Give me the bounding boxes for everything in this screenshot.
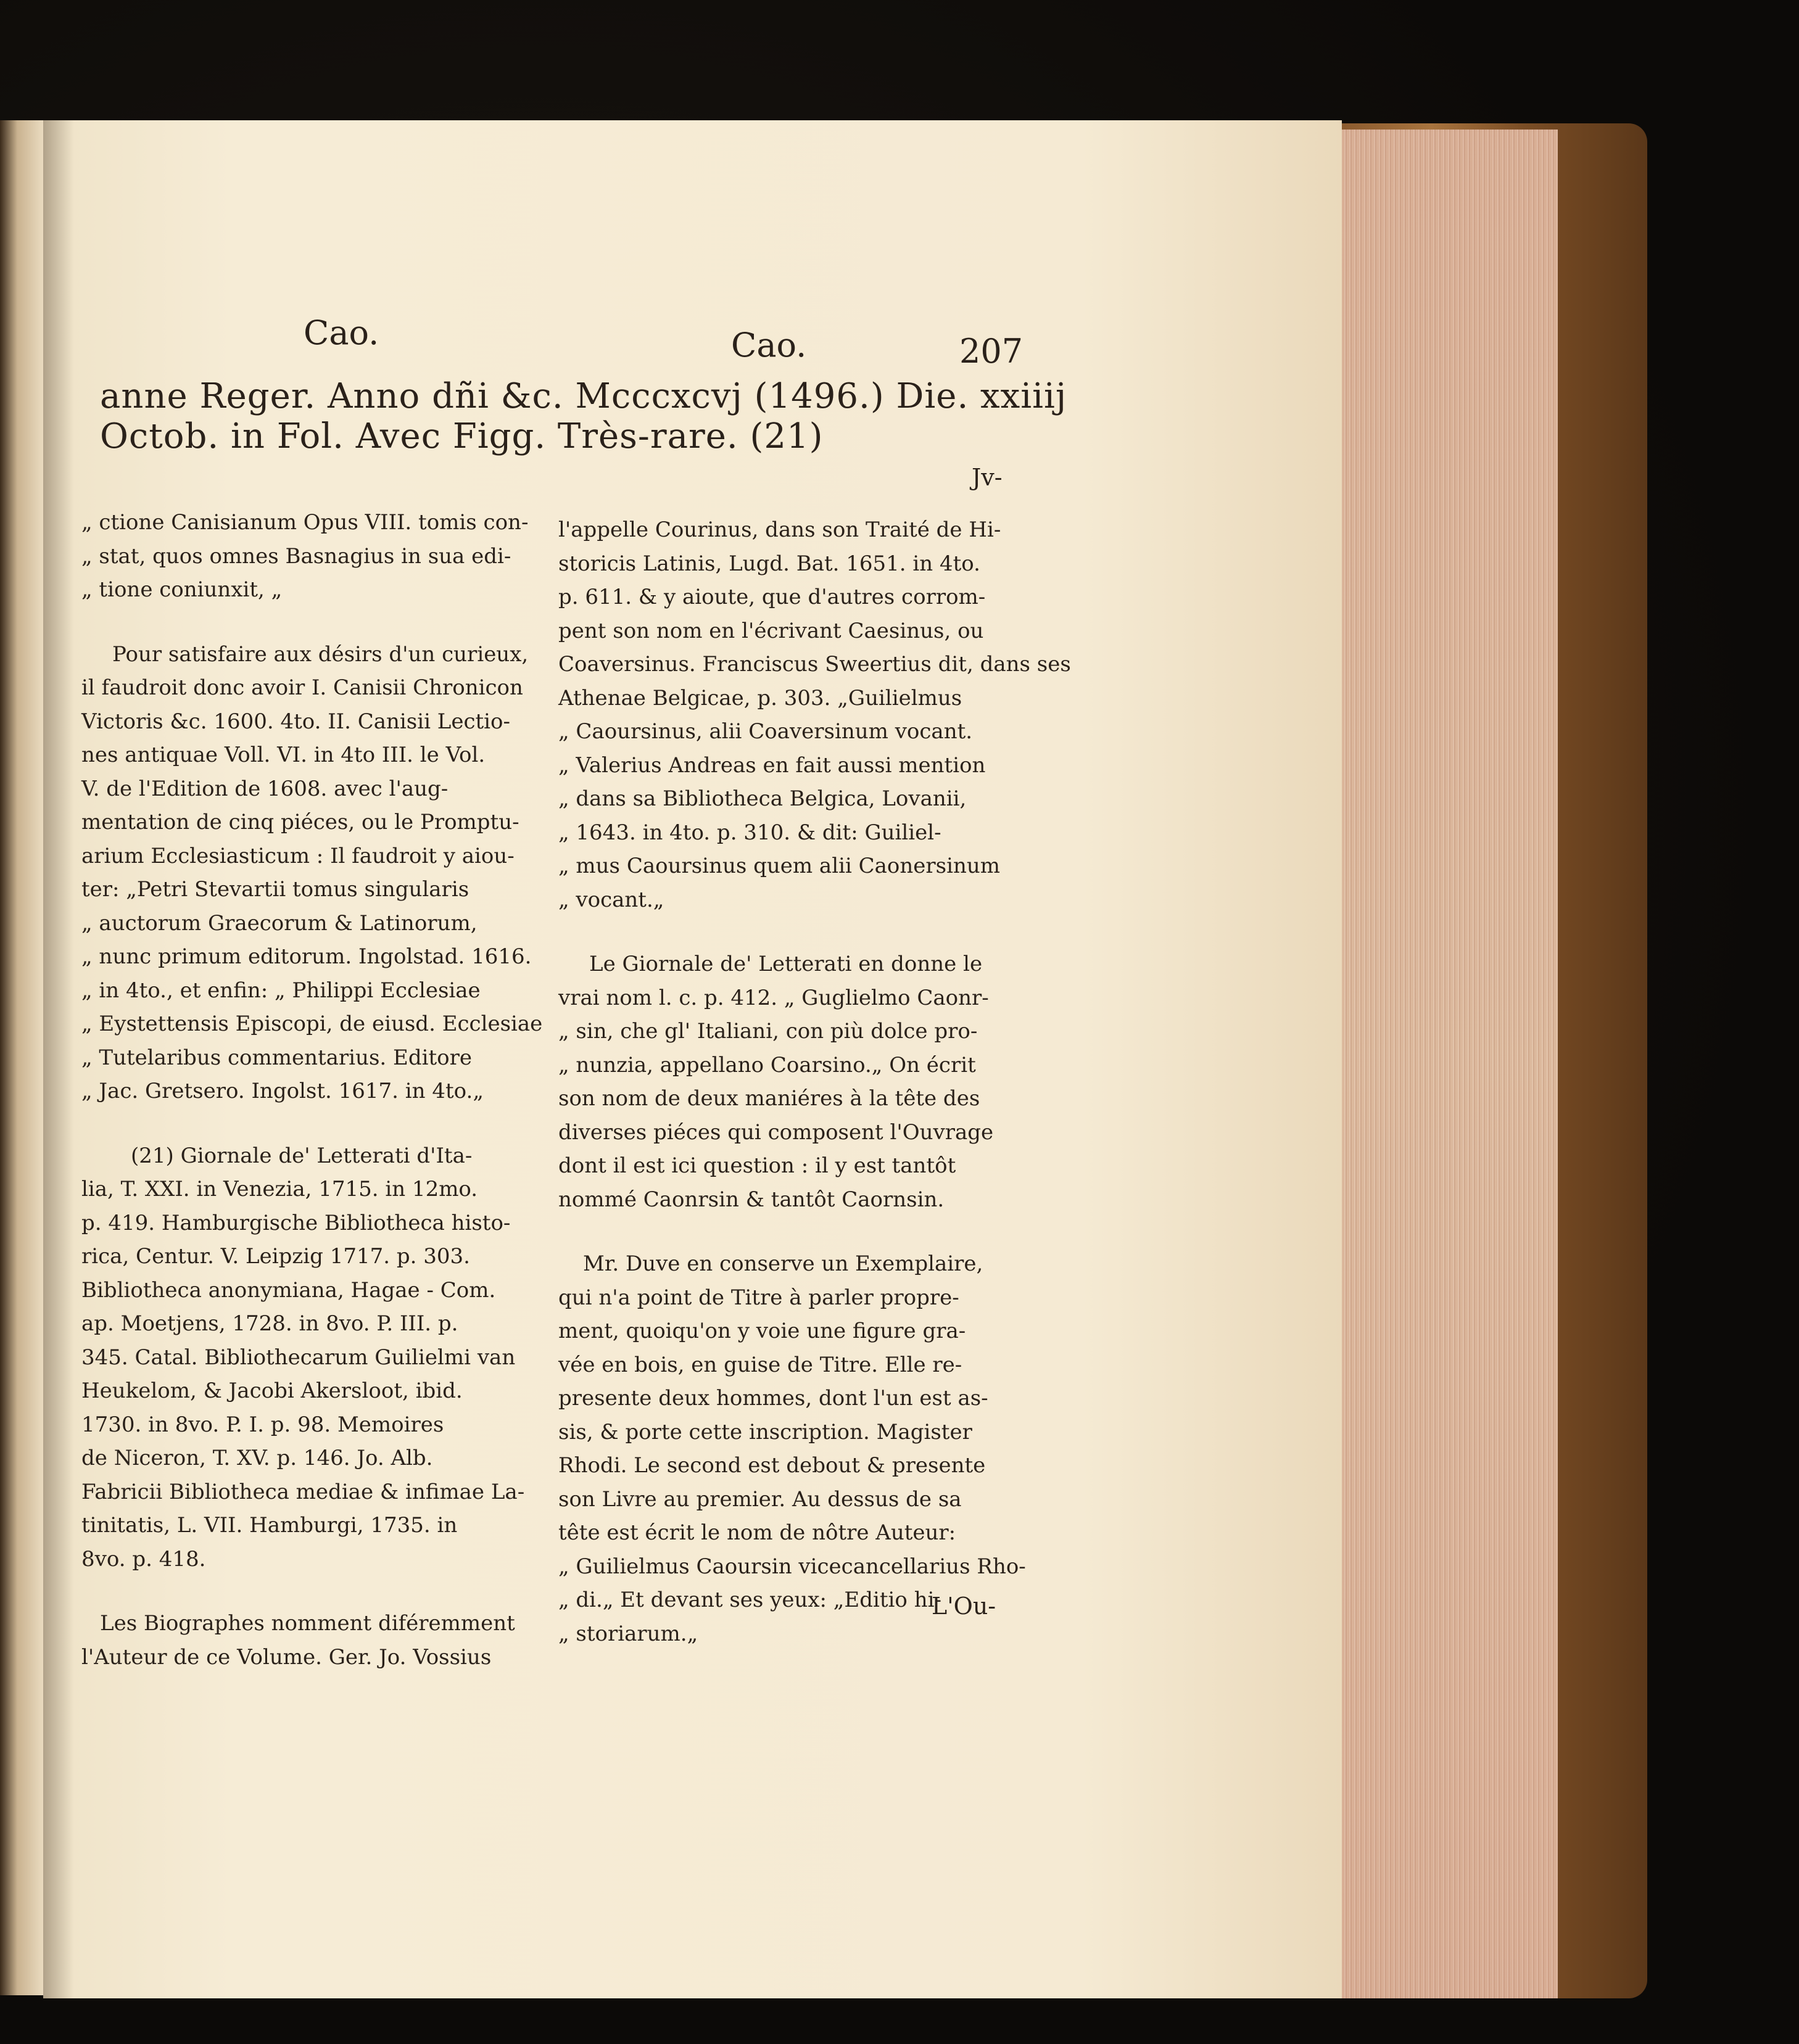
text-line: Les Biographes nomment diféremment: [100, 1611, 515, 1636]
text-line: V. de l'Edition de 1608. avec l'aug-: [81, 776, 449, 801]
title-line-2: Octob. in Fol. Avec Figg. Très-rare. (21): [100, 416, 824, 456]
catchword-top: Jv-: [972, 464, 1003, 491]
text-line: „ storiarum.„: [558, 1621, 698, 1646]
text-line: son Livre au premier. Au dessus de sa: [558, 1486, 962, 1512]
running-head-left: Cao.: [304, 313, 379, 352]
text-line: son nom de deux maniéres à la tête des: [558, 1086, 980, 1111]
footnote-line: tinitatis, L. VII. Hamburgi, 1735. in: [81, 1513, 458, 1538]
text-line: Pour satisfaire aux désirs d'un curieux,: [112, 641, 529, 667]
text-line: l'Auteur de ce Volume. Ger. Jo. Vossius: [81, 1644, 492, 1670]
text-line: „ Caoursinus, alii Coaversinum vocant.: [558, 719, 973, 744]
text-line: „ stat, quos omnes Basnagius in sua edi-: [81, 543, 511, 569]
text-line: arium Ecclesiasticum : Il faudroit y aiou-: [81, 843, 515, 868]
text-line: „ Eystettensis Episcopi, de eiusd. Ecclesiae: [81, 1012, 543, 1036]
footnote-line: 8vo. p. 418.: [81, 1546, 206, 1572]
text-line: l'appelle Courinus, dans son Traité de Hi-: [558, 517, 1001, 542]
text-line: sis, & porte cette inscription. Magister: [558, 1419, 972, 1444]
gutter-shadow: [43, 120, 74, 1998]
text-line: il faudroit donc avoir I. Canisii Chronicon: [81, 675, 523, 700]
text-line: „ ctione Canisianum Opus VIII. tomis con-: [81, 510, 529, 535]
text-line: „ sin, che gl' Italiani, con più dolce pro-: [558, 1019, 978, 1044]
text-line: „ Valerius Andreas en fait aussi mention: [558, 752, 986, 778]
text-line: „ auctorum Graecorum & Latinorum,: [81, 910, 478, 936]
text-line: Le Giornale de' Letterati en donne le: [589, 952, 983, 976]
text-line: „ vocant.„: [558, 887, 664, 912]
text-line: „ nunc primum editorum. Ingolstad. 1616.: [81, 944, 532, 969]
text-line: diverses piéces qui composent l'Ouvrage: [558, 1119, 994, 1145]
running-head-center: Cao.: [731, 326, 807, 365]
text-line: Coaversinus. Franciscus Sweertius dit, dans ses: [558, 652, 1071, 677]
text-line: dont il est ici question : il y est tantôt: [558, 1153, 956, 1178]
footnote-line: 345. Catal. Bibliothecarum Guilielmi van: [81, 1345, 516, 1370]
text-line: „ tione coniunxit, „: [81, 577, 283, 602]
text-line: pent son nom en l'écrivant Caesinus, ou: [558, 618, 984, 643]
text-line: Mr. Duve en conserve un Exemplaire,: [583, 1251, 983, 1276]
footnote-line: 1730. in 8vo. P. I. p. 98. Memoires: [81, 1412, 444, 1437]
text-line: „ Guilielmus Caoursin vicecancellarius Rho-: [558, 1554, 1026, 1579]
text-line: „ mus Caoursinus quem alii Caonersinum: [558, 854, 1001, 878]
footnote-line: Heukelom, & Jacobi Akersloot, ibid.: [81, 1378, 463, 1403]
text-line: ment, quoiqu'on y voie une figure gra-: [558, 1319, 966, 1343]
right-column: [558, 513, 1071, 1650]
text-line: ter: „Petri Stevartii tomus singularis: [81, 877, 469, 902]
text-line: vée en bois, en guise de Titre. Elle re-: [558, 1352, 962, 1377]
catchword-bottom: L'Ou-: [932, 1593, 996, 1620]
text-line: „ in 4to., et enfin: „ Philippi Ecclesiae: [81, 978, 481, 1003]
footnote-line: lia, T. XXI. in Venezia, 1715. in 12mo.: [81, 1177, 478, 1201]
text-line: tête est écrit le nom de nôtre Auteur:: [558, 1520, 956, 1545]
text-line: nommé Caonrsin & tantôt Caornsin.: [558, 1187, 945, 1212]
title-line-1: anne Reger. Anno dñi &c. Mcccxcvj (1496.) Die. xxiiij: [100, 376, 1067, 416]
text-line: „ dans sa Bibliotheca Belgica, Lovanii,: [558, 786, 967, 811]
text-line: mentation de cinq piéces, ou le Promptu-: [81, 810, 519, 834]
text-line: vrai nom l. c. p. 412. „ Guglielmo Caonr-: [558, 985, 989, 1010]
footnote-line: Fabricii Bibliotheca mediae & infimae La-: [81, 1479, 525, 1504]
footnote-line: p. 419. Hamburgische Bibliotheca histo-: [81, 1210, 511, 1235]
text-line: Athenae Belgicae, p. 303. „Guilielmus: [558, 685, 962, 711]
footnote-line: Bibliotheca anonymiana, Hagae - Com.: [81, 1277, 496, 1303]
text-line: nes antiquae Voll. VI. in 4to III. le Vol.: [81, 743, 486, 767]
text-line: Rhodi. Le second est debout & presente: [558, 1453, 986, 1478]
text-line: „ 1643. in 4to. p. 310. & dit: Guiliel-: [558, 820, 941, 845]
page-number: 207: [959, 332, 1024, 371]
text-line: storicis Latinis, Lugd. Bat. 1651. in 4to.: [558, 551, 980, 576]
text-line: „ nunzia, appellano Coarsino.„ On écrit: [558, 1052, 976, 1078]
text-line: p. 611. & y aioute, que d'autres corrom-: [558, 585, 986, 609]
text-line: „ Tutelaribus commentarius. Editore: [81, 1045, 472, 1070]
footnote-line: rica, Centur. V. Leipzig 1717. p. 303.: [81, 1244, 470, 1269]
text-line: Victoris &c. 1600. 4to. II. Canisii Lectio-: [81, 709, 511, 734]
text-line: „ di.„ Et devant ses yeux: „Editio hi-: [558, 1588, 941, 1612]
footnote-line: ap. Moetjens, 1728. in 8vo. P. III. p.: [81, 1311, 458, 1336]
page-edges-tint: [1339, 130, 1558, 1998]
text-line: „ Jac. Gretsero. Ingolst. 1617. in 4to.„: [81, 1079, 484, 1103]
footnote-line: (21) Giornale de' Letterati d'Ita-: [131, 1143, 473, 1168]
text-line: presente deux hommes, dont l'un est as-: [558, 1386, 988, 1411]
left-column: [81, 506, 543, 1674]
footnote-line: de Niceron, T. XV. p. 146. Jo. Alb.: [81, 1446, 433, 1470]
left-page-sliver: [0, 120, 43, 1995]
text-line: qui n'a point de Titre à parler propre-: [558, 1285, 959, 1310]
